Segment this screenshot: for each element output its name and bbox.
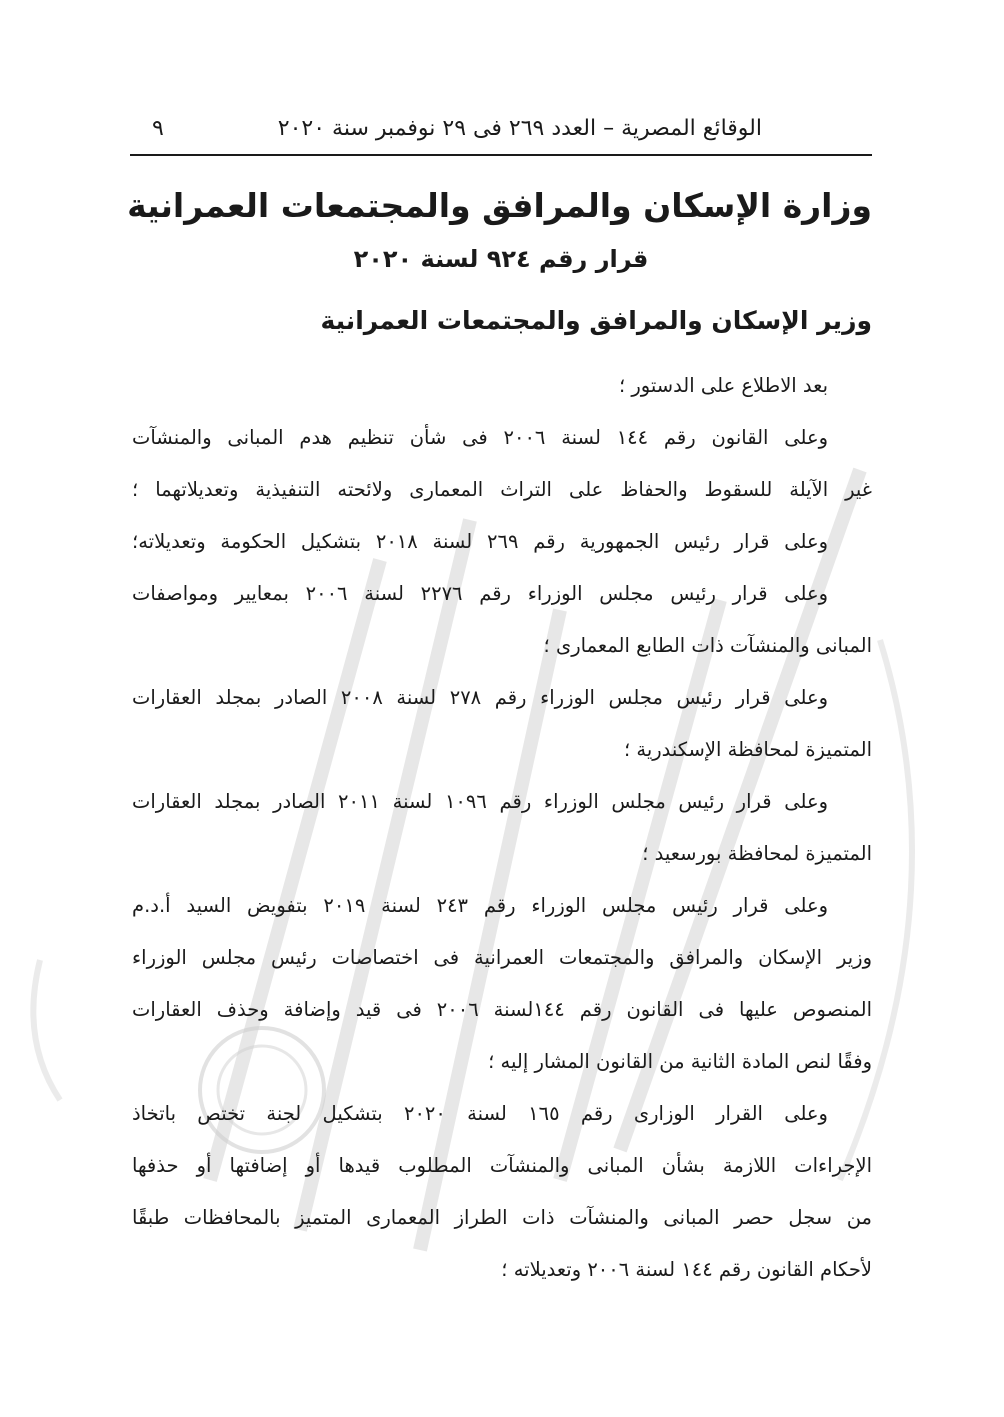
preamble-line: وفقًا لنص المادة الثانية من القانون المشار إليه ؛ — [488, 1050, 872, 1073]
preamble-line: وعلى القرار الوزارى رقم ١٦٥ لسنة ٢٠٢٠ بتشكيل لجنة تختص باتخاذ — [132, 1102, 828, 1125]
preamble-line: المتميزة لمحافظة الإسكندرية ؛ — [623, 738, 872, 761]
page-number: ٩ — [152, 116, 164, 141]
header-title: الوقائع المصرية – العدد ٢٦٩ فى ٢٩ نوفمبر سنة ٢٠٢٠ — [277, 116, 762, 141]
preamble-line: وعلى قرار رئيس مجلس الوزراء رقم ٢٢٧٦ لسنة ٢٠٠٦ بمعايير ومواصفات — [132, 582, 829, 605]
preamble-line: وعلى قرار رئيس مجلس الوزراء رقم ٢٧٨ لسنة ٢٠٠٨ الصادر بمجلد العقارات — [132, 686, 829, 709]
decree-number: قرار رقم ٩٢٤ لسنة ٢٠٢٠ — [353, 245, 649, 273]
preamble-line: الإجراءات اللازمة بشأن المبانى والمنشآت المطلوب قيدها أو إضافتها أو حذفها — [132, 1154, 872, 1177]
preamble-line: وزير الإسكان والمرافق والمجتمعات العمرانية فى اختصاصات رئيس مجلس الوزراء — [132, 946, 872, 969]
preamble-line: غير الآيلة للسقوط والحفاظ على التراث المعمارى ولائحته التنفيذية وتعديلاتهما ؛ — [132, 478, 872, 501]
header-divider — [130, 154, 872, 156]
preamble-line: من سجل حصر المبانى والمنشآت ذات الطراز المعمارى المتميز بالمحافظات طبقًا — [132, 1206, 872, 1229]
preamble-line: لأحكام القانون رقم ١٤٤ لسنة ٢٠٠٦ وتعديلاته ؛ — [501, 1258, 872, 1281]
preamble-line: وعلى قرار رئيس مجلس الوزراء رقم ١٠٩٦ لسنة ٢٠١١ الصادر بمجلد العقارات — [132, 790, 829, 813]
preamble-line: وعلى قرار رئيس مجلس الوزراء رقم ٢٤٣ لسنة ٢٠١٩ بتفويض السيد أ.د.م — [132, 894, 829, 917]
preamble-line: وعلى قرار رئيس الجمهورية رقم ٢٦٩ لسنة ٢٠١٨ بتشكيل الحكومة وتعديلاته؛ — [132, 530, 828, 553]
preamble-line: وعلى القانون رقم ١٤٤ لسنة ٢٠٠٦ فى شأن تنظيم هدم المبانى والمنشآت — [132, 426, 828, 449]
preamble-line: المنصوص عليها فى القانون رقم ١٤٤لسنة ٢٠٠٦ فى قيد وإضافة وحذف العقارات — [132, 998, 872, 1021]
preamble-line: المبانى والمنشآت ذات الطابع المعمارى ؛ — [543, 634, 872, 657]
preamble-line: بعد الاطلاع على الدستور ؛ — [618, 374, 828, 397]
page-header — [130, 112, 872, 158]
ministry-title: وزارة الإسكان والمرافق والمجتمعات العمرانية — [127, 186, 872, 225]
decree-preamble — [132, 360, 872, 1296]
minister-heading: وزير الإسكان والمرافق والمجتمعات العمرانية — [320, 306, 872, 335]
preamble-line: المتميزة لمحافظة بورسعيد ؛ — [642, 842, 872, 865]
